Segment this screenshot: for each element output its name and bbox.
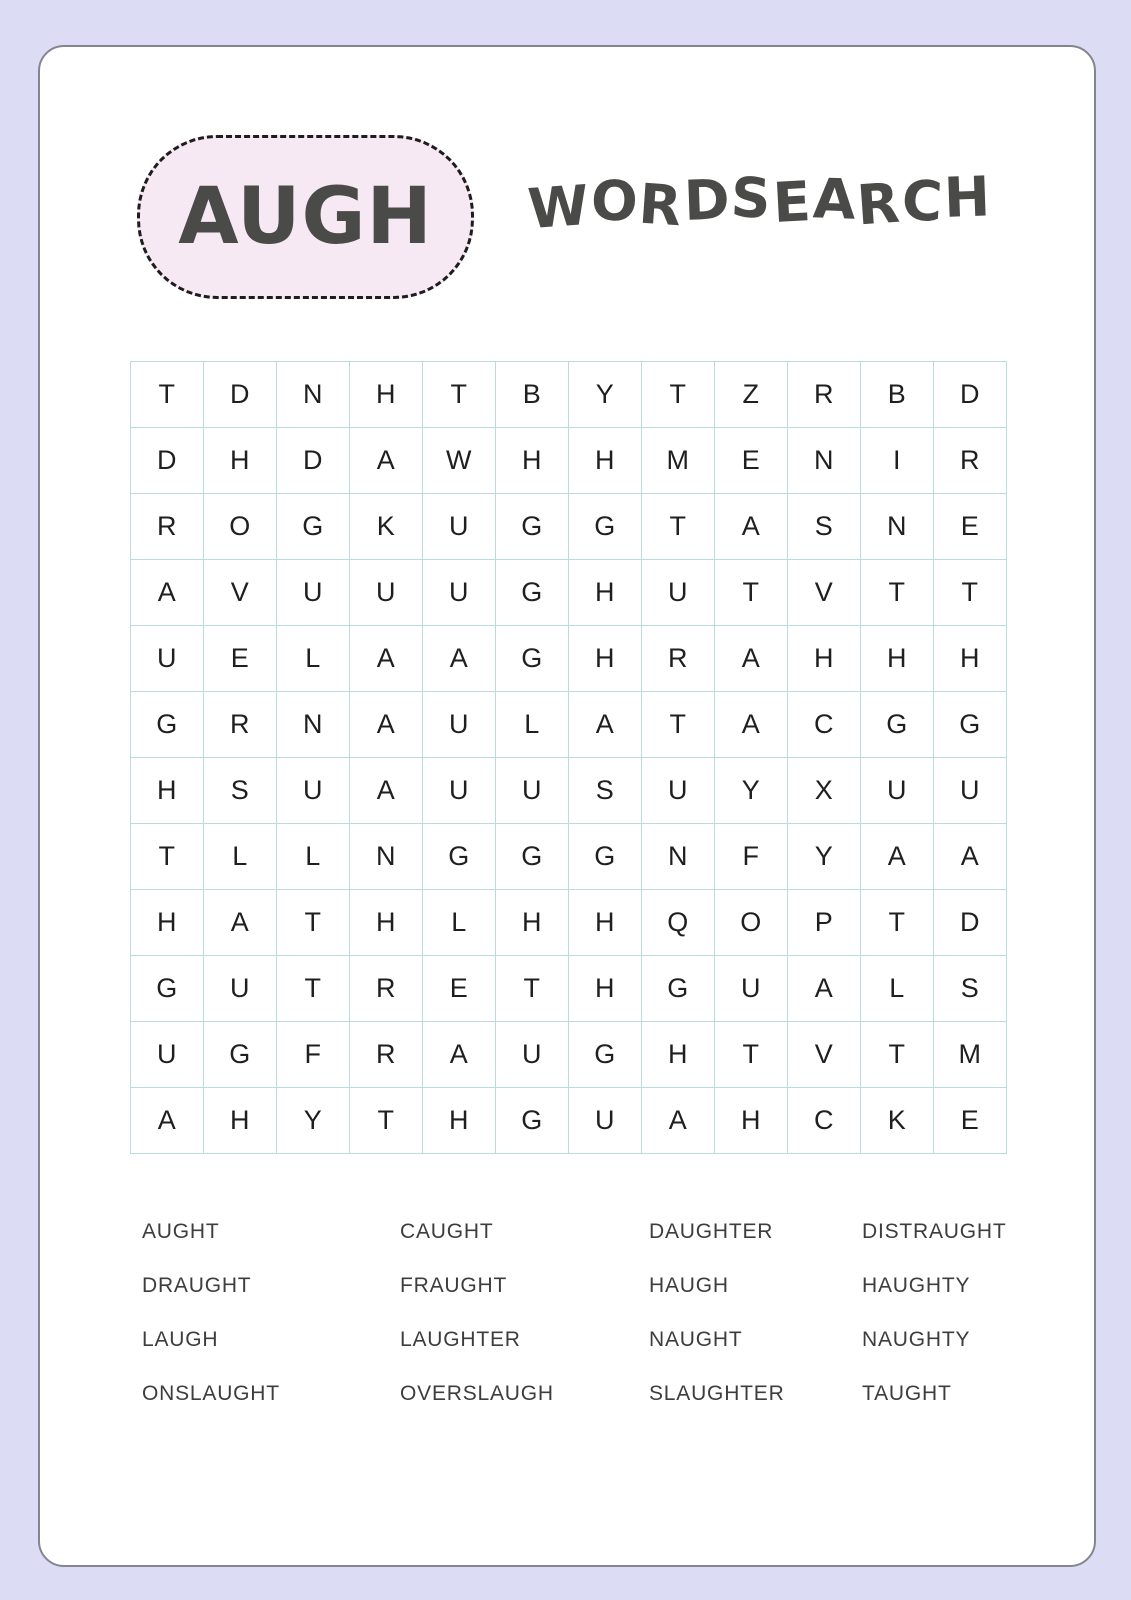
grid-cell: R	[350, 956, 423, 1022]
grid-cell: G	[569, 824, 642, 890]
grid-cell: H	[350, 362, 423, 428]
grid-cell: H	[204, 1088, 277, 1154]
grid-cell: U	[423, 758, 496, 824]
word-list-item: DAUGHTER	[649, 1220, 774, 1243]
grid-cell: A	[350, 428, 423, 494]
grid-cell: U	[423, 494, 496, 560]
grid-cell: S	[788, 494, 861, 560]
grid-cell: T	[496, 956, 569, 1022]
grid-cell: L	[204, 824, 277, 890]
grid-cell: M	[934, 1022, 1007, 1088]
grid-cell: G	[496, 824, 569, 890]
grid-cell: G	[934, 692, 1007, 758]
grid-cell: L	[496, 692, 569, 758]
grid-cell: U	[934, 758, 1007, 824]
grid-cell: G	[496, 1088, 569, 1154]
grid-cell: D	[131, 428, 204, 494]
badge-label: AUGH	[178, 172, 433, 262]
word-list-item: DISTRAUGHT	[862, 1220, 1007, 1243]
grid-cell: U	[861, 758, 934, 824]
grid-cell: H	[934, 626, 1007, 692]
grid-cell: D	[934, 890, 1007, 956]
word-list-item: FRAUGHT	[400, 1274, 508, 1297]
grid-cell: Y	[715, 758, 788, 824]
grid-cell: U	[277, 758, 350, 824]
grid-cell: H	[569, 890, 642, 956]
grid-cell: G	[569, 494, 642, 560]
grid-cell: C	[788, 1088, 861, 1154]
grid-cell: U	[350, 560, 423, 626]
puzzle-grid	[130, 361, 1007, 1154]
grid-cell: V	[788, 1022, 861, 1088]
grid-cell: H	[715, 1088, 788, 1154]
grid-cell: U	[423, 560, 496, 626]
grid-cell: S	[204, 758, 277, 824]
grid-cell: G	[131, 956, 204, 1022]
grid-cell: Q	[642, 890, 715, 956]
grid-cell: R	[934, 428, 1007, 494]
word-list-item: AUGHT	[142, 1220, 220, 1243]
grid-cell: R	[788, 362, 861, 428]
grid-cell: T	[131, 362, 204, 428]
grid-cell: D	[277, 428, 350, 494]
grid-cell: G	[204, 1022, 277, 1088]
grid-cell: N	[861, 494, 934, 560]
grid-cell: A	[934, 824, 1007, 890]
grid-cell: O	[715, 890, 788, 956]
word-list-item: CAUGHT	[400, 1220, 494, 1243]
grid-cell: T	[861, 1022, 934, 1088]
grid-cell: A	[861, 824, 934, 890]
word-list-item: TAUGHT	[862, 1382, 952, 1405]
grid-cell: U	[131, 1022, 204, 1088]
grid-cell: H	[569, 626, 642, 692]
grid-cell: A	[423, 626, 496, 692]
grid-cell: R	[642, 626, 715, 692]
grid-cell: N	[277, 362, 350, 428]
grid-cell: A	[423, 1022, 496, 1088]
augh-badge	[137, 135, 474, 299]
grid-cell: H	[131, 890, 204, 956]
grid-cell: E	[934, 494, 1007, 560]
grid-cell: T	[277, 956, 350, 1022]
grid-cell: R	[204, 692, 277, 758]
grid-cell: U	[569, 1088, 642, 1154]
grid-cell: A	[715, 494, 788, 560]
grid-cell: G	[861, 692, 934, 758]
grid-cell: S	[934, 956, 1007, 1022]
grid-cell: U	[277, 560, 350, 626]
grid-cell: A	[788, 956, 861, 1022]
grid-cell: D	[934, 362, 1007, 428]
grid-cell: H	[423, 1088, 496, 1154]
grid-cell: F	[715, 824, 788, 890]
grid-cell: A	[715, 692, 788, 758]
grid-cell: A	[131, 1088, 204, 1154]
grid-cell: V	[204, 560, 277, 626]
grid-cell: A	[642, 1088, 715, 1154]
grid-cell: T	[350, 1088, 423, 1154]
grid-cell: G	[423, 824, 496, 890]
grid-cell: B	[496, 362, 569, 428]
grid-cell: L	[277, 824, 350, 890]
grid-cell: Z	[715, 362, 788, 428]
grid-cell: H	[204, 428, 277, 494]
grid-cell: T	[423, 362, 496, 428]
grid-cell: L	[423, 890, 496, 956]
grid-cell: G	[277, 494, 350, 560]
grid-cell: S	[569, 758, 642, 824]
grid-cell: U	[642, 560, 715, 626]
grid-cell: N	[277, 692, 350, 758]
grid-cell: N	[642, 824, 715, 890]
grid-cell: R	[131, 494, 204, 560]
grid-cell: G	[496, 626, 569, 692]
grid-cell: U	[715, 956, 788, 1022]
grid-cell: A	[350, 692, 423, 758]
grid-cell: I	[861, 428, 934, 494]
word-list-item: NAUGHTY	[862, 1328, 971, 1351]
grid-cell: B	[861, 362, 934, 428]
grid-cell: L	[277, 626, 350, 692]
grid-cell: A	[569, 692, 642, 758]
grid-cell: G	[569, 1022, 642, 1088]
grid-cell: A	[204, 890, 277, 956]
grid-cell: H	[496, 890, 569, 956]
grid-cell: E	[423, 956, 496, 1022]
grid-cell: T	[642, 494, 715, 560]
grid-cell: T	[715, 560, 788, 626]
grid-cell: H	[569, 560, 642, 626]
word-list-item: HAUGHTY	[862, 1274, 971, 1297]
word-list-item: DRAUGHT	[142, 1274, 252, 1297]
grid-cell: E	[934, 1088, 1007, 1154]
grid-cell: U	[642, 758, 715, 824]
grid-cell: T	[861, 890, 934, 956]
grid-cell: E	[204, 626, 277, 692]
grid-cell: T	[934, 560, 1007, 626]
grid-cell: L	[861, 956, 934, 1022]
grid-cell: W	[423, 428, 496, 494]
word-list-item: LAUGHTER	[400, 1328, 521, 1351]
grid-cell: N	[788, 428, 861, 494]
grid-cell: T	[715, 1022, 788, 1088]
grid-cell: Y	[569, 362, 642, 428]
grid-cell: F	[277, 1022, 350, 1088]
grid-cell: H	[131, 758, 204, 824]
grid-cell: K	[350, 494, 423, 560]
grid-cell: E	[715, 428, 788, 494]
grid-cell: X	[788, 758, 861, 824]
grid-cell: G	[642, 956, 715, 1022]
grid-cell: U	[204, 956, 277, 1022]
grid-cell: H	[569, 956, 642, 1022]
grid-cell: A	[131, 560, 204, 626]
grid-cell: T	[131, 824, 204, 890]
grid-cell: Y	[277, 1088, 350, 1154]
grid-cell: P	[788, 890, 861, 956]
worksheet-card	[38, 45, 1096, 1567]
grid-cell: H	[788, 626, 861, 692]
grid-cell: D	[204, 362, 277, 428]
word-list-item: OVERSLAUGH	[400, 1382, 554, 1405]
grid-cell: M	[642, 428, 715, 494]
grid-cell: T	[642, 692, 715, 758]
word-list	[142, 1205, 1092, 1421]
grid-cell: T	[861, 560, 934, 626]
grid-cell: H	[350, 890, 423, 956]
grid-cell: O	[204, 494, 277, 560]
word-list-item: SLAUGHTER	[649, 1382, 785, 1405]
grid-cell: R	[350, 1022, 423, 1088]
grid-cell: C	[788, 692, 861, 758]
grid-cell: K	[861, 1088, 934, 1154]
grid-cell: H	[569, 428, 642, 494]
grid-cell: H	[861, 626, 934, 692]
page-title: WORDSEARCH	[525, 164, 994, 242]
grid-cell: A	[350, 758, 423, 824]
grid-cell: A	[350, 626, 423, 692]
grid-cell: T	[642, 362, 715, 428]
grid-cell: G	[496, 560, 569, 626]
word-list-item: HAUGH	[649, 1274, 729, 1297]
word-list-item: LAUGH	[142, 1328, 219, 1351]
grid-cell: N	[350, 824, 423, 890]
grid-cell: Y	[788, 824, 861, 890]
grid-cell: U	[496, 1022, 569, 1088]
word-list-item: ONSLAUGHT	[142, 1382, 280, 1405]
grid-cell: U	[496, 758, 569, 824]
grid-cell: T	[277, 890, 350, 956]
grid-cell: A	[715, 626, 788, 692]
grid-cell: U	[131, 626, 204, 692]
grid-cell: H	[496, 428, 569, 494]
grid-cell: G	[496, 494, 569, 560]
grid-cell: G	[131, 692, 204, 758]
word-list-item: NAUGHT	[649, 1328, 743, 1351]
grid-cell: U	[423, 692, 496, 758]
grid-cell: V	[788, 560, 861, 626]
grid-cell: H	[642, 1022, 715, 1088]
